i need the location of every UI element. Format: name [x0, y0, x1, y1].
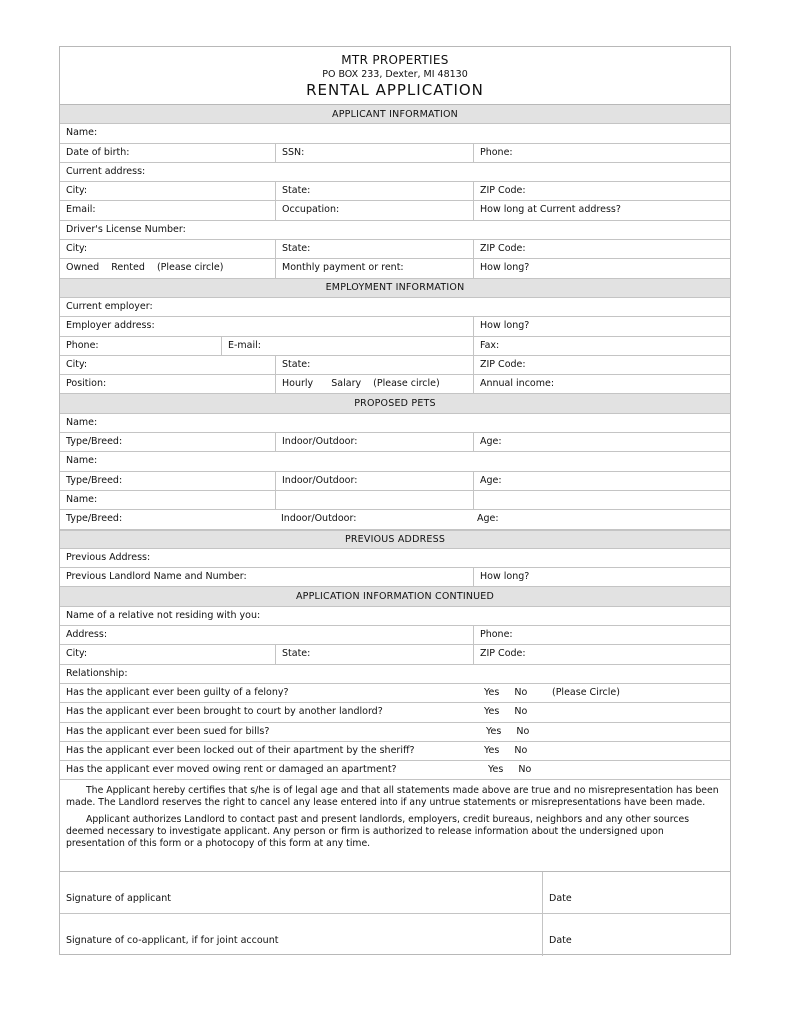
question-locked-out: [60, 742, 730, 760]
pet-3-blank-cell-2: [473, 491, 730, 509]
authorization-paragraph: Applicant authorizes Landlord to contact past and present landlords, employers, credit bureaus, neighbors and any other sources deemed necessary to investigate applicant. Any person or firm is authorized to release information about the undersigned upon presentation of this form or a photocopy of this form at any time.: [66, 814, 690, 850]
form-title: RENTAL APPLICATION: [306, 81, 484, 99]
applicant-email-field[interactable]: Email:: [66, 204, 96, 216]
previous-address-field[interactable]: Previous Address:: [66, 551, 151, 563]
employer-state-field[interactable]: State:: [275, 356, 473, 374]
legal-certification: [60, 780, 730, 872]
applicant-city-field[interactable]: City:: [66, 185, 88, 197]
section-proposed-pets: PROPOSED PETS: [60, 394, 730, 413]
pet-1-name-field[interactable]: Name:: [66, 416, 98, 428]
row-applicant-city-2: [60, 240, 730, 259]
relative-phone-field[interactable]: Phone:: [473, 626, 730, 644]
row-signature-applicant: [60, 872, 730, 914]
applicant-zip-field[interactable]: ZIP Code:: [473, 182, 730, 200]
yes-no-choice[interactable]: Yes No: [484, 744, 528, 756]
employer-city-field[interactable]: City:: [66, 358, 88, 370]
applicant-signature-field[interactable]: Signature of applicant: [66, 893, 171, 905]
row-question-owing-rent: [60, 761, 730, 780]
applicant-state-field[interactable]: State:: [275, 182, 473, 200]
row-previous-address: [60, 549, 730, 568]
row-pet-1-name: [60, 414, 730, 433]
license-zip-field[interactable]: ZIP Code:: [473, 240, 730, 258]
row-current-address: [60, 163, 730, 182]
row-relative-name: [60, 607, 730, 626]
drivers-license-field[interactable]: Driver's License Number:: [66, 223, 186, 235]
certification-paragraph: The Applicant hereby certifies that s/he is of legal age and that all statements made above are true and no misrepresentation has been made. The Landlord reserves the right to cancel any lease entered into if any untrue statements or misrepresentations have been made.: [66, 785, 719, 809]
yes-no-choice[interactable]: Yes No: [484, 686, 528, 698]
company-name: MTR PROPERTIES: [341, 53, 449, 67]
question-text: Has the applicant ever been locked out of their apartment by the sheriff?: [66, 744, 415, 756]
row-position: [60, 375, 730, 394]
employer-fax-field[interactable]: Fax:: [473, 337, 730, 355]
form-header: [60, 47, 730, 105]
occupation-field[interactable]: Occupation:: [275, 201, 473, 219]
row-pet-3-name: [60, 491, 730, 510]
section-application-continued: APPLICATION INFORMATION CONTINUED: [60, 587, 730, 606]
pet-1-type-field[interactable]: Type/Breed:: [66, 436, 123, 448]
question-text: Has the applicant ever moved owing rent or damaged an apartment?: [66, 764, 397, 776]
please-circle-note: (Please Circle): [552, 686, 620, 698]
row-pet-3-type: [60, 510, 730, 529]
row-applicant-dob: [60, 144, 730, 163]
yes-no-choice[interactable]: Yes No: [486, 725, 530, 737]
question-felony: [60, 684, 730, 702]
co-applicant-signature-date-field[interactable]: Date: [542, 914, 730, 956]
owned-rented-field[interactable]: Owned Rented (Please circle): [66, 262, 224, 274]
row-applicant-email: [60, 201, 730, 220]
row-employer-city: [60, 356, 730, 375]
relative-city-field[interactable]: City:: [66, 648, 88, 660]
row-question-locked-out: [60, 742, 730, 761]
question-sued: [60, 723, 730, 741]
row-pet-1-type: [60, 433, 730, 452]
row-pet-2-type: [60, 472, 730, 491]
license-state-field[interactable]: State:: [275, 240, 473, 258]
row-pet-2-name: [60, 452, 730, 471]
pet-3-type-field[interactable]: Type/Breed:: [66, 513, 123, 525]
question-text: Has the applicant ever been sued for bills?: [66, 725, 270, 737]
pet-3-blank-cell: [275, 491, 473, 509]
rental-application-form: [59, 46, 731, 955]
ssn-field[interactable]: SSN:: [275, 144, 473, 162]
license-city-field[interactable]: City:: [66, 243, 88, 255]
employer-zip-field[interactable]: ZIP Code:: [473, 356, 730, 374]
row-relative-city: [60, 645, 730, 664]
question-text: Has the applicant ever been brought to court by another landlord?: [66, 706, 383, 718]
yes-no-choice[interactable]: Yes No: [484, 706, 528, 718]
relative-zip-field[interactable]: ZIP Code:: [473, 645, 730, 663]
applicant-phone-field[interactable]: Phone:: [473, 144, 730, 162]
position-field[interactable]: Position:: [66, 378, 107, 390]
employment-how-long-field[interactable]: How long?: [473, 317, 730, 335]
row-question-sued: [60, 723, 730, 742]
row-applicant-city: [60, 182, 730, 201]
section-employment-information: EMPLOYMENT INFORMATION: [60, 279, 730, 298]
relative-state-field[interactable]: State:: [275, 645, 473, 663]
row-employer-phone: [60, 337, 730, 356]
section-applicant-information: APPLICANT INFORMATION: [60, 105, 730, 124]
residence-how-long-field[interactable]: How long?: [473, 259, 730, 277]
row-question-court: [60, 703, 730, 722]
row-question-felony: [60, 684, 730, 703]
pet-3-age-field[interactable]: Age:: [477, 513, 499, 525]
question-court: [60, 703, 730, 721]
pet-1-indoor-outdoor-field[interactable]: Indoor/Outdoor:: [275, 433, 473, 451]
row-relative-address: [60, 626, 730, 645]
date-of-birth-field[interactable]: Date of birth:: [66, 146, 130, 158]
pet-2-name-field[interactable]: Name:: [66, 455, 98, 467]
hourly-salary-field[interactable]: Hourly Salary (Please circle): [275, 375, 473, 393]
pet-3-name-field[interactable]: Name:: [66, 493, 98, 505]
employer-email-field[interactable]: E-mail:: [221, 337, 473, 355]
question-text: Has the applicant ever been guilty of a felony?: [66, 686, 289, 698]
row-relationship: [60, 665, 730, 684]
current-employer-field[interactable]: Current employer:: [66, 300, 153, 312]
question-owing-rent: [60, 761, 730, 779]
previous-landlord-field[interactable]: Previous Landlord Name and Number:: [66, 571, 247, 583]
row-drivers-license: [60, 221, 730, 240]
relationship-field[interactable]: Relationship:: [66, 667, 128, 679]
row-applicant-name: [60, 124, 730, 143]
annual-income-field[interactable]: Annual income:: [473, 375, 730, 393]
employer-address-field[interactable]: Employer address:: [66, 320, 155, 332]
row-employer-address: [60, 317, 730, 336]
section-previous-address: PREVIOUS ADDRESS: [60, 530, 730, 549]
how-long-current-address-field[interactable]: How long at Current address?: [473, 201, 730, 219]
pet-2-type-field[interactable]: Type/Breed:: [66, 474, 123, 486]
previous-how-long-field[interactable]: How long?: [473, 568, 730, 586]
employer-phone-field[interactable]: Phone:: [66, 339, 99, 351]
row-previous-landlord: [60, 568, 730, 587]
yes-no-choice[interactable]: Yes No: [488, 764, 532, 776]
relative-address-field[interactable]: Address:: [66, 629, 108, 641]
current-address-field[interactable]: Current address:: [66, 165, 146, 177]
pet-1-age-field[interactable]: Age:: [473, 433, 730, 451]
company-address: PO BOX 233, Dexter, MI 48130: [322, 69, 468, 80]
row-owned-rented: [60, 259, 730, 278]
applicant-signature-date-field[interactable]: Date: [542, 872, 730, 913]
row-signature-co-applicant: [60, 914, 730, 956]
applicant-name-field[interactable]: Name:: [66, 127, 98, 139]
row-current-employer: [60, 298, 730, 317]
pet-2-indoor-outdoor-field[interactable]: Indoor/Outdoor:: [275, 472, 473, 490]
co-applicant-signature-field[interactable]: Signature of co-applicant, if for joint account: [66, 935, 279, 947]
pet-2-age-field[interactable]: Age:: [473, 472, 730, 490]
pet-3-indoor-outdoor-field[interactable]: Indoor/Outdoor:: [281, 513, 357, 525]
monthly-payment-field[interactable]: Monthly payment or rent:: [275, 259, 473, 277]
relative-name-field[interactable]: Name of a relative not residing with you:: [66, 609, 261, 621]
